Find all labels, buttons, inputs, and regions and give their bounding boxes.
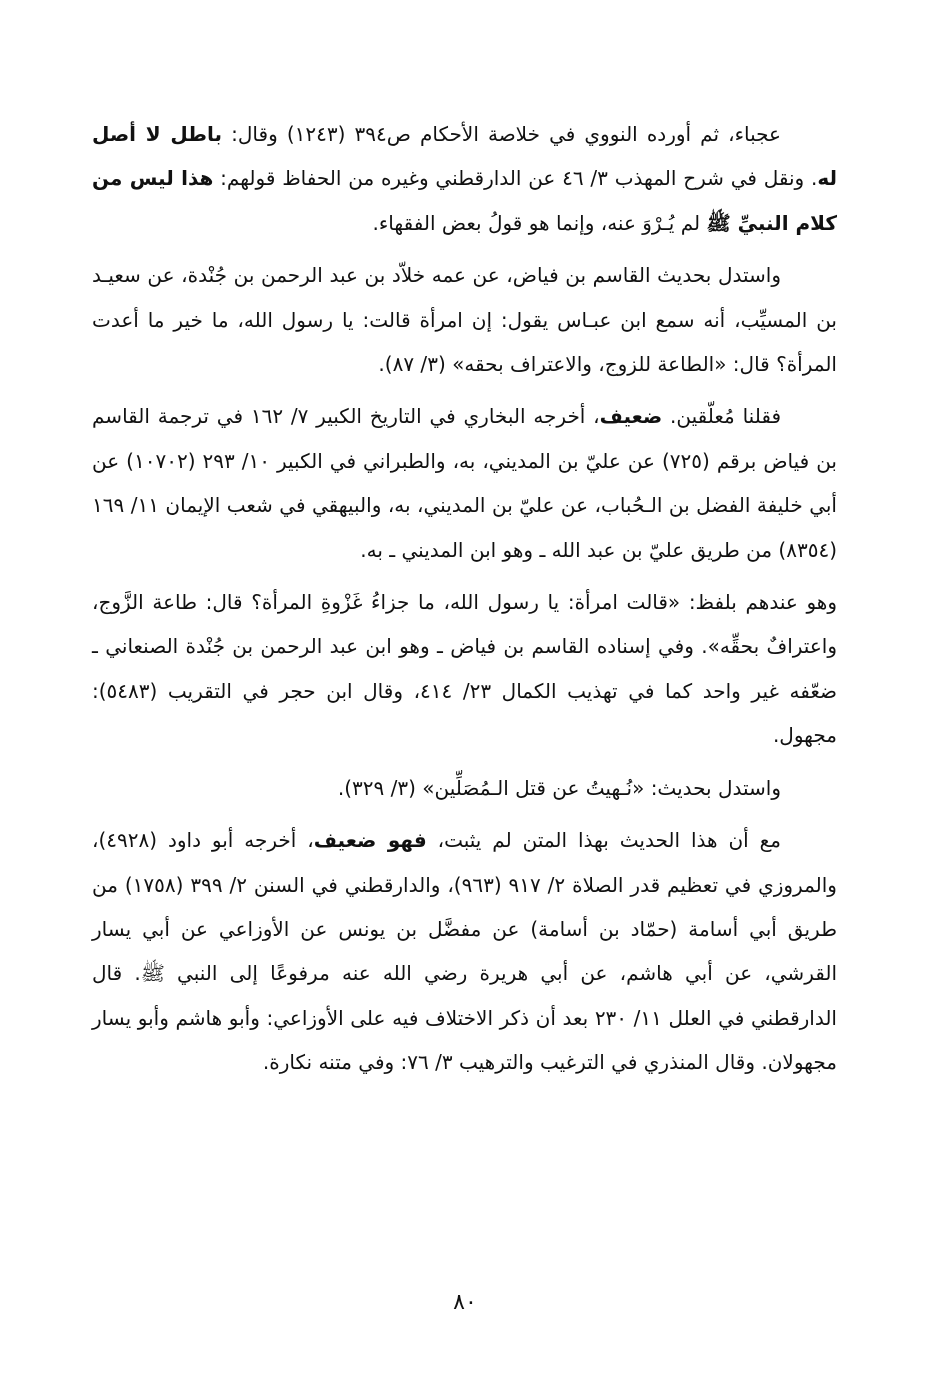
- text-segment: عجباء، ثم أورده النووي في خلاصة الأحكام ص٣٩٤ (١٢٤٣) وقال:: [222, 122, 781, 146]
- paragraph: [92, 394, 837, 572]
- paragraph: [92, 766, 837, 810]
- paragraph: [92, 580, 837, 758]
- bold-text-segment: ضعيف: [599, 404, 663, 429]
- text-segment: مع أن هذا الحديث بهذا المتن لم يثبت،: [426, 828, 781, 853]
- text-segment: واستدل بحديث: «نُـهيتُ عن قتل الـمُصَلِّين» (٣/ ٣٢٩).: [337, 775, 781, 800]
- text-segment: ، أخرجه البخاري في التاريخ الكبير ٧/ ١٦٢ في ترجمة القاسم بن فياض برقم (٧٢٥) عن عليّ بن المديني، به، والطبراني في الكبير ١٠/ ٢٩٣ (١٠٧٠٢) عن أبي خليفة الفضل بن الـحُباب، عن عليّ بن المديني، به، والبيهقي في شعب الإيمان ١١/ ١٦٩ (٨٣٥٤) من طريق عليّ بن عبد الله ـ وهو ابن المديني ـ به.: [92, 404, 837, 562]
- body-text: [92, 112, 837, 1093]
- text-segment: فقلنا مُعلّقين.: [662, 404, 782, 429]
- page-number: ٨٠: [453, 1290, 477, 1315]
- paragraph: [92, 112, 837, 245]
- paragraph: [92, 253, 837, 386]
- bold-text-segment: فهو ضعيف: [313, 828, 427, 853]
- text-segment: ، أخرجه أبو داود (٤٩٢٨)، والمروزي في تعظيم قدر الصلاة ٢/ ٩١٧ (٩٦٣)، والدارقطني في السنن ٢/ ٣٩٩ (١٧٥٨) من طريق أبي أسامة (حمّاد بن أسامة) عن مفضَّل بن يونس عن الأوزاعي عن أبي يسار القرشي، عن أبي هاشم، عن أبي هريرة رضي الله عنه مرفوعًا إلى النبي ﷺ. قال الدارقطني في العلل ١١/ ٢٣٠ بعد أن ذكر الاختلاف فيه على الأوزاعي: وأبو هاشم وأبو يسار مجهولان. وقال المنذري في الترغيب والترهيب ٣/ ٧٦: وفي متنه نكارة.: [92, 828, 837, 1075]
- text-segment: وهو عندهم بلفظ: «قالت امرأة: يا رسول الله، ما جزاءُ غَزْوةِ المرأة؟ قال: طاعة الزَّوج، واعترافٌ بحقِّه». وفي إسناده القاسم بن فياض ـ وهو ابن عبد الرحمن بن جُنْدة الصنعاني ـ ضعّفه غير واحد كما في تهذيب الكمال ٢٣/ ٤١٤، وقال ابن حجر في التقريب (٥٤٨٣): مجهول.: [92, 590, 837, 748]
- paragraph: [92, 818, 837, 1084]
- text-segment: واستدل بحديث القاسم بن فياض، عن عمه خلاّد بن عبد الرحمن بن جُنْدة، عن سعيـد بن المسيِّب، أنه سمع ابن عبـاس يقول: إن امرأة قالت: يا رسول الله، ما خير ما أعدت المرأة؟ قال: «الطاعة للزوج، والاعتراف بحقه» (٣/ ٨٧).: [92, 263, 837, 377]
- bold-text-segment: هذا ليس من كلام النبيِّ ﷺ: [92, 166, 837, 235]
- bold-text-segment: باطل لا أصل له: [92, 122, 837, 191]
- text-segment: لم يُـرْوَ عنه، وإنما هو قولُ بعض الفقهاء.: [372, 210, 707, 235]
- text-segment: . ونقل في شرح المهذب ٣/ ٤٦ عن الدارقطني وغيره من الحفاظ قولهم:: [213, 166, 818, 191]
